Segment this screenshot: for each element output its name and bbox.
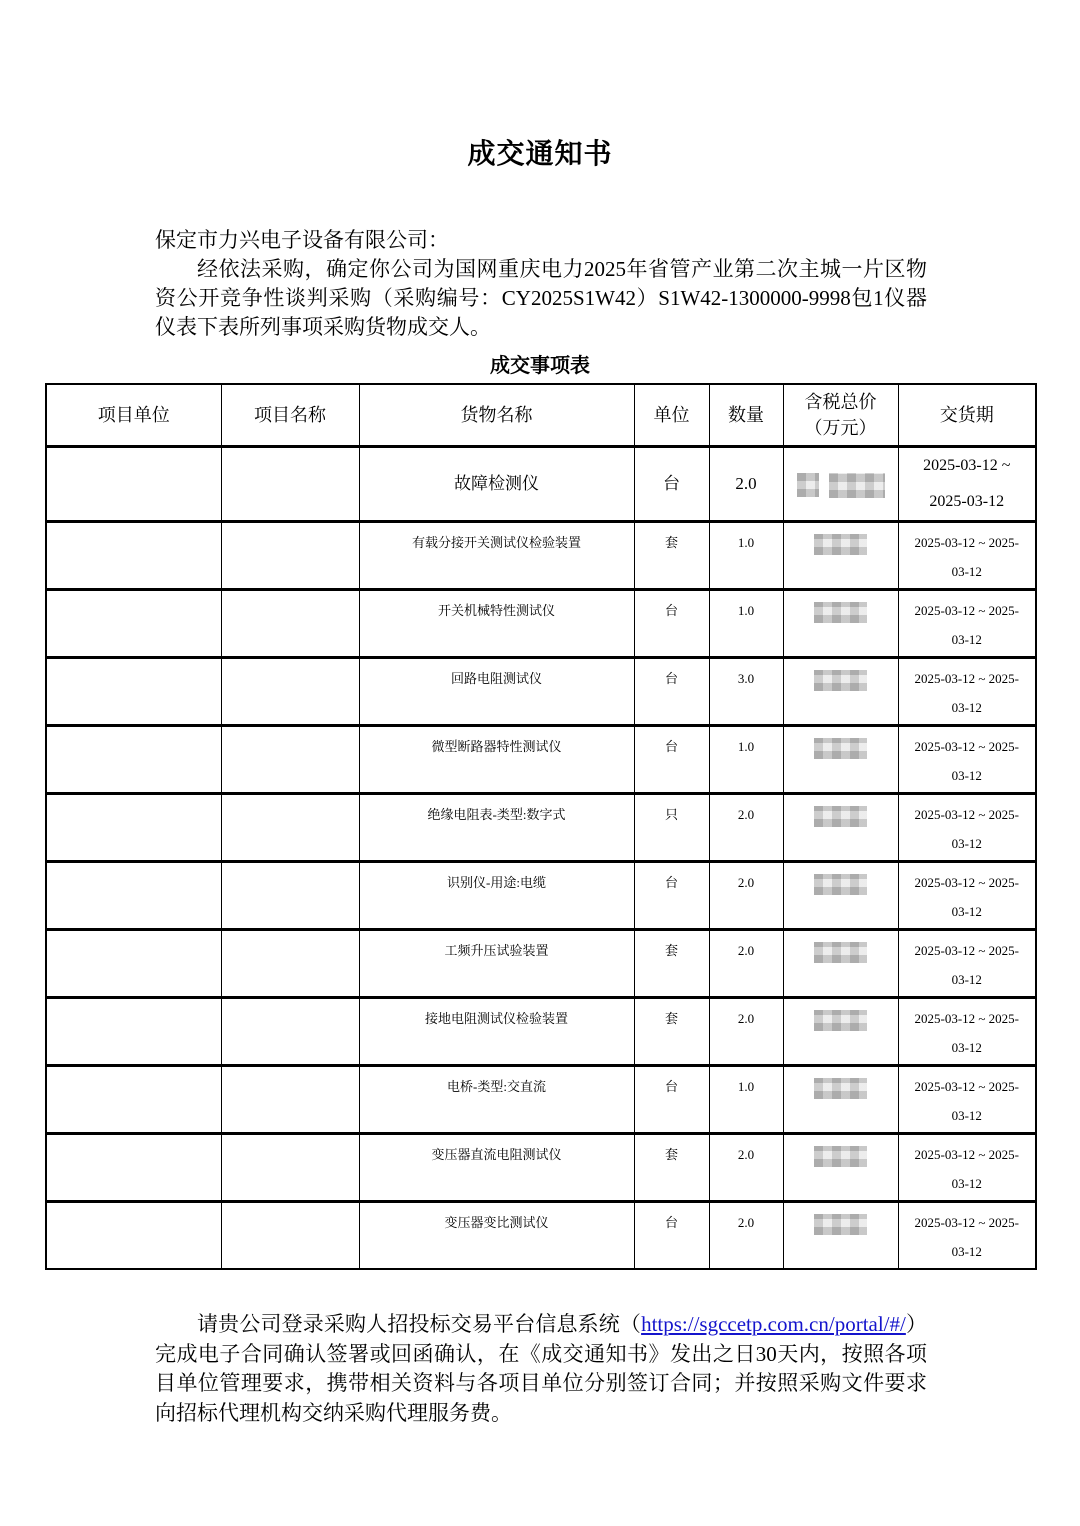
cell-unit: 台: [634, 1066, 709, 1134]
delivery-line2: 03-12: [951, 904, 982, 919]
footer-text-after-link: ）完成电子合同确认签署或回函确认，在《成交通知书》发出之日30天内，按照各项目单位管理要求，携带相关资料与各项目单位分别签订合同；并按照采购文件要求向招标代理机构交纳采购代理服务费。: [155, 1312, 928, 1425]
header-total-price-line1: 含税总价: [804, 392, 877, 412]
document-title: 成交通知书: [467, 139, 613, 170]
cell-project-unit: [46, 794, 221, 862]
cell-quantity: 2.0: [709, 447, 783, 522]
cell-project-unit: [46, 1202, 221, 1270]
table-row: [46, 447, 1036, 522]
redacted-price-block: [814, 602, 867, 623]
cell-unit: 套: [634, 930, 709, 998]
recipient-line: 保定市力兴电子设备有限公司：: [155, 228, 449, 252]
table-row: [46, 1066, 1036, 1134]
delivery-line2: 03-12: [951, 700, 982, 715]
cell-price-redacted: [783, 522, 898, 590]
delivery-line1: 2025-03-12 ~ 2025-: [914, 943, 1020, 958]
cell-unit: 台: [634, 726, 709, 794]
cell-price-redacted: [783, 1134, 898, 1202]
delivery-line1: 2025-03-12 ~ 2025-: [914, 1147, 1020, 1162]
footer-paragraph: [155, 1310, 927, 1428]
cell-unit: 台: [634, 447, 709, 522]
cell-project-unit: [46, 447, 221, 522]
header-project-unit: 项目单位: [46, 384, 221, 447]
cell-price-redacted: [783, 862, 898, 930]
cell-delivery-period: [898, 794, 1036, 862]
cell-delivery-period: [898, 726, 1036, 794]
header-project-name: 项目名称: [221, 384, 359, 447]
header-delivery-period: 交货期: [898, 384, 1036, 447]
delivery-line1: 2025-03-12 ~ 2025-: [914, 739, 1020, 754]
delivery-line2: 03-12: [951, 632, 982, 647]
cell-price-redacted: [783, 794, 898, 862]
table-header-row: [46, 384, 1036, 447]
cell-delivery-period: [898, 1202, 1036, 1270]
cell-project-name: [221, 1134, 359, 1202]
cell-unit: 台: [634, 590, 709, 658]
redacted-price-block: [814, 1010, 867, 1031]
header-total-price-line2: （万元）: [804, 418, 877, 438]
cell-goods-name: 故障检测仪: [359, 447, 634, 522]
table-row: [46, 998, 1036, 1066]
delivery-line2: 03-12: [951, 1176, 982, 1191]
delivery-line2: 03-12: [951, 564, 982, 579]
cell-price-redacted: [783, 726, 898, 794]
cell-project-name: [221, 998, 359, 1066]
cell-project-name: [221, 590, 359, 658]
redacted-price-block: [814, 738, 867, 759]
delivery-line2: 03-12: [951, 1244, 982, 1259]
cell-unit: 台: [634, 658, 709, 726]
cell-goods-name: 接地电阻测试仪检验装置: [359, 998, 634, 1066]
footer-text-before-link: 请贵公司登录采购人招投标交易平台信息系统（: [197, 1312, 642, 1336]
cell-quantity: 2.0: [709, 1202, 783, 1270]
cell-delivery-period: [898, 930, 1036, 998]
cell-goods-name: 变压器直流电阻测试仪: [359, 1134, 634, 1202]
cell-price-redacted: [783, 590, 898, 658]
delivery-line1: 2025-03-12 ~ 2025-: [914, 671, 1020, 686]
delivery-line1: 2025-03-12 ~ 2025-: [914, 807, 1020, 822]
cell-unit: 台: [634, 862, 709, 930]
delivery-line2: 03-12: [951, 1108, 982, 1123]
cell-quantity: 1.0: [709, 1066, 783, 1134]
redacted-price-block: [814, 1214, 867, 1235]
cell-delivery-period: [898, 522, 1036, 590]
redacted-price-block: [814, 942, 867, 963]
delivery-line2: 2025-03-12: [929, 493, 1005, 510]
cell-project-name: [221, 794, 359, 862]
cell-quantity: 2.0: [709, 930, 783, 998]
cell-quantity: 2.0: [709, 1134, 783, 1202]
cell-price-redacted: [783, 1202, 898, 1270]
delivery-line1: 2025-03-12 ~ 2025-: [914, 1079, 1020, 1094]
delivery-line1: 2025-03-12 ~ 2025-: [914, 535, 1020, 550]
delivery-line2: 03-12: [951, 836, 982, 851]
cell-delivery-period: [898, 1134, 1036, 1202]
cell-delivery-period: [898, 658, 1036, 726]
table-row: [46, 862, 1036, 930]
cell-quantity: 2.0: [709, 862, 783, 930]
cell-delivery-period: [898, 590, 1036, 658]
delivery-line1: 2025-03-12 ~ 2025-: [914, 875, 1020, 890]
cell-project-name: [221, 862, 359, 930]
cell-goods-name: 电桥-类型:交直流: [359, 1066, 634, 1134]
cell-goods-name: 识别仪-用途:电缆: [359, 862, 634, 930]
cell-delivery-period: [898, 1066, 1036, 1134]
award-items-table: [45, 383, 1037, 1270]
table-row: [46, 726, 1036, 794]
delivery-line2: 03-12: [951, 972, 982, 987]
cell-goods-name: 微型断路器特性测试仪: [359, 726, 634, 794]
cell-project-name: [221, 1202, 359, 1270]
cell-unit: 套: [634, 1134, 709, 1202]
cell-project-unit: [46, 862, 221, 930]
cell-project-unit: [46, 998, 221, 1066]
delivery-line2: 03-12: [951, 768, 982, 783]
body-paragraph: 经依法采购，确定你公司为国网重庆电力2025年省管产业第二次主城一片区物资公开竞争性谈判采购（采购编号：CY2025S1W42）S1W42-1300000-9998包1仪器仪表下表所列事项采购货物成交人。: [155, 257, 927, 339]
table-row: [46, 590, 1036, 658]
cell-price-redacted: [783, 658, 898, 726]
redacted-price-block: [797, 473, 819, 497]
cell-project-unit: [46, 590, 221, 658]
portal-link[interactable]: https://sgccetp.com.cn/portal/#/: [641, 1312, 906, 1336]
cell-goods-name: 绝缘电阻表-类型:数字式: [359, 794, 634, 862]
redacted-price-block: [814, 874, 867, 895]
delivery-line1: 2025-03-12 ~ 2025-: [914, 1011, 1020, 1026]
delivery-line1: 2025-03-12 ~: [923, 457, 1011, 474]
cell-price-redacted: [783, 1066, 898, 1134]
redacted-price-block: [829, 473, 885, 498]
table-row: [46, 1202, 1036, 1270]
cell-project-name: [221, 930, 359, 998]
cell-project-unit: [46, 522, 221, 590]
cell-goods-name: 变压器变比测试仪: [359, 1202, 634, 1270]
cell-project-unit: [46, 930, 221, 998]
cell-project-name: [221, 726, 359, 794]
table-row: [46, 930, 1036, 998]
header-unit: 单位: [634, 384, 709, 447]
cell-price-redacted: [783, 930, 898, 998]
cell-delivery-period: [898, 862, 1036, 930]
header-total-price: [783, 384, 898, 447]
table-row: [46, 1134, 1036, 1202]
cell-project-unit: [46, 1066, 221, 1134]
redacted-price-block: [814, 534, 867, 555]
cell-delivery-period: [898, 447, 1036, 522]
delivery-line1: 2025-03-12 ~ 2025-: [914, 603, 1020, 618]
cell-quantity: 1.0: [709, 522, 783, 590]
cell-quantity: 3.0: [709, 658, 783, 726]
redacted-price-block: [814, 670, 867, 691]
table-row: [46, 658, 1036, 726]
cell-goods-name: 开关机械特性测试仪: [359, 590, 634, 658]
cell-goods-name: 回路电阻测试仪: [359, 658, 634, 726]
cell-quantity: 1.0: [709, 590, 783, 658]
body-text-block: [155, 226, 927, 342]
cell-quantity: 1.0: [709, 726, 783, 794]
header-goods-name: 货物名称: [359, 384, 634, 447]
cell-quantity: 2.0: [709, 794, 783, 862]
cell-unit: 只: [634, 794, 709, 862]
delivery-line2: 03-12: [951, 1040, 982, 1055]
table-title: 成交事项表: [490, 355, 590, 377]
cell-goods-name: 工频升压试验装置: [359, 930, 634, 998]
cell-price-redacted: [783, 998, 898, 1066]
header-quantity: 数量: [709, 384, 783, 447]
cell-project-name: [221, 447, 359, 522]
cell-project-name: [221, 522, 359, 590]
cell-delivery-period: [898, 998, 1036, 1066]
cell-quantity: 2.0: [709, 998, 783, 1066]
cell-project-unit: [46, 726, 221, 794]
redacted-price-block: [814, 1078, 867, 1099]
cell-project-name: [221, 658, 359, 726]
redacted-price-block: [814, 1146, 867, 1167]
cell-project-name: [221, 1066, 359, 1134]
cell-goods-name: 有载分接开关测试仪检验装置: [359, 522, 634, 590]
cell-price-redacted: [783, 447, 898, 522]
delivery-line1: 2025-03-12 ~ 2025-: [914, 1215, 1020, 1230]
cell-project-unit: [46, 658, 221, 726]
cell-unit: 套: [634, 522, 709, 590]
cell-unit: 台: [634, 1202, 709, 1270]
cell-project-unit: [46, 1134, 221, 1202]
redacted-price-block: [814, 806, 867, 827]
table-row: [46, 522, 1036, 590]
table-row: [46, 794, 1036, 862]
cell-unit: 套: [634, 998, 709, 1066]
